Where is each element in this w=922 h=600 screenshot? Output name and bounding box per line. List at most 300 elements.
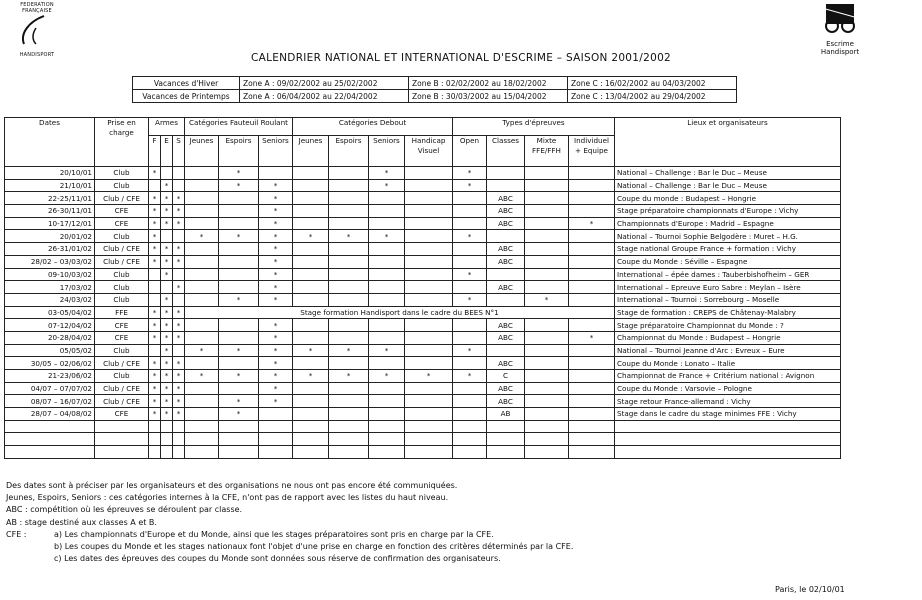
holiday-zone-c: Zone C : 16/02/2002 au 04/03/2002: [568, 77, 737, 90]
col-fauteuil-seniors: Seniors: [259, 136, 293, 167]
cell-mx: [525, 268, 569, 281]
logo-caption: Escrime Handisport: [820, 40, 860, 56]
cell-ds: [369, 331, 405, 344]
cell-e: *: [161, 179, 173, 192]
cell-e: *: [161, 268, 173, 281]
cell-dj: [293, 192, 329, 205]
cell-dj: [293, 243, 329, 256]
cell-de: [329, 167, 369, 180]
cell-fs: *: [259, 382, 293, 395]
cell-hv: [405, 344, 453, 357]
cell-fe: *: [219, 293, 259, 306]
cell-hv: [405, 167, 453, 180]
cell-date: 26-30/11/01: [5, 205, 95, 218]
cell-de: *: [329, 370, 369, 383]
col-lieux: Lieux et organisateurs: [615, 118, 841, 167]
cell-s: *: [173, 255, 185, 268]
cell-ds: [369, 382, 405, 395]
cell-prise: CFE: [95, 319, 149, 332]
cell-ie: [569, 255, 615, 268]
cell-dj: [293, 331, 329, 344]
holiday-zone-b: Zone B : 02/02/2002 au 18/02/2002: [409, 77, 568, 90]
col-debout-espoirs: Espoirs: [329, 136, 369, 167]
col-fauteuil-espoirs: Espoirs: [219, 136, 259, 167]
col-prise: Prise en charge: [95, 118, 149, 167]
header-row: [5, 118, 841, 136]
cell-cl: [487, 420, 525, 433]
cell-cl: ABC: [487, 255, 525, 268]
cell-dj: [293, 255, 329, 268]
cell-open: [453, 281, 487, 294]
col-debout-seniors: Seniors: [369, 136, 405, 167]
cell-fs: *: [259, 357, 293, 370]
cell-prise: Club / CFE: [95, 255, 149, 268]
cell-fj: [185, 192, 219, 205]
cell-e: *: [161, 319, 173, 332]
cell-dj: [293, 420, 329, 433]
cell-mx: [525, 205, 569, 218]
notes-block: [6, 480, 573, 565]
cell-fs: [259, 420, 293, 433]
cell-date: 03-05/04/02: [5, 306, 95, 319]
cell-fs: *: [259, 205, 293, 218]
cell-ds: [369, 357, 405, 370]
cell-open: *: [453, 230, 487, 243]
cell-prise: Club / CFE: [95, 395, 149, 408]
cell-fs: *: [259, 370, 293, 383]
cell-s: *: [173, 192, 185, 205]
cell-prise: [95, 446, 149, 459]
cell-fe: [219, 331, 259, 344]
cell-ie: [569, 395, 615, 408]
cell-open: [453, 446, 487, 459]
cell-hv: [405, 446, 453, 459]
cell-dj: *: [293, 230, 329, 243]
cell-date: 22-25/11/01: [5, 192, 95, 205]
cell-lieu: Stage national Groupe France + formation : Vichy: [615, 243, 841, 256]
holiday-zone-b: Zone B : 30/03/2002 au 15/04/2002: [409, 90, 568, 103]
cell-date: 10-17/12/01: [5, 217, 95, 230]
cell-ds: *: [369, 344, 405, 357]
cell-de: [329, 357, 369, 370]
cell-fj: [185, 293, 219, 306]
cfe-note-b: b) Les coupes du Monde et les stages nationaux font l'objet d'une prise en charge en fonction des critères déterminés par la CFE.: [54, 542, 574, 552]
cell-ds: [369, 433, 405, 446]
cell-de: [329, 408, 369, 421]
cell-cl: ABC: [487, 192, 525, 205]
cell-lieu: National – Challenge : Bar le Duc – Meuse: [615, 179, 841, 192]
cell-e: [161, 281, 173, 294]
cell-date: 21/10/01: [5, 179, 95, 192]
cell-fj: [185, 255, 219, 268]
cfe-note-a: a) Les championnats d'Europe et du Monde, ainsi que les stages préparatoires sont pris en charge par la CFE.: [54, 529, 494, 539]
cell-open: *: [453, 167, 487, 180]
cell-dj: [293, 395, 329, 408]
cell-prise: Club: [95, 344, 149, 357]
cell-fj: [185, 179, 219, 192]
cell-dj: [293, 217, 329, 230]
cell-fe: *: [219, 344, 259, 357]
cell-open: [453, 408, 487, 421]
col-debout: Catégories Debout: [293, 118, 453, 136]
cell-hv: *: [405, 370, 453, 383]
cell-ds: [369, 217, 405, 230]
cell-f: *: [149, 217, 161, 230]
cell-s: *: [173, 395, 185, 408]
cell-f: *: [149, 243, 161, 256]
cell-date: 20-28/04/02: [5, 331, 95, 344]
cell-fj: *: [185, 230, 219, 243]
cell-f: [149, 420, 161, 433]
cell-date: 09-10/03/02: [5, 268, 95, 281]
cell-fe: *: [219, 167, 259, 180]
table-row: [5, 255, 841, 268]
cell-s: [173, 179, 185, 192]
cell-dj: [293, 167, 329, 180]
cell-de: *: [329, 230, 369, 243]
cell-s: *: [173, 357, 185, 370]
cell-fe: [219, 255, 259, 268]
cell-hv: [405, 281, 453, 294]
cell-hv: [405, 243, 453, 256]
cell-de: [329, 192, 369, 205]
cell-f: *: [149, 357, 161, 370]
cell-de: [329, 395, 369, 408]
cell-s: *: [173, 319, 185, 332]
cell-lieu: Stage dans le cadre du stage minimes FFE : Vichy: [615, 408, 841, 421]
cell-cl: [487, 268, 525, 281]
table-row: [5, 179, 841, 192]
cell-lieu: [615, 420, 841, 433]
table-row: [5, 281, 841, 294]
cell-f: [149, 293, 161, 306]
cell-hv: [405, 357, 453, 370]
cell-e: *: [161, 243, 173, 256]
cell-date: [5, 433, 95, 446]
col-classes: Classes: [487, 136, 525, 167]
table-row: [5, 433, 841, 446]
col-e: E: [161, 136, 173, 167]
cell-prise: Club / CFE: [95, 357, 149, 370]
cell-open: *: [453, 344, 487, 357]
cell-e: *: [161, 293, 173, 306]
cell-fe: [219, 357, 259, 370]
cell-lieu: International – Epreuve Euro Sabre : Meylan – Isère: [615, 281, 841, 294]
cell-fj: [185, 433, 219, 446]
cell-fe: *: [219, 408, 259, 421]
cell-s: [173, 420, 185, 433]
cell-date: [5, 446, 95, 459]
cell-hv: [405, 192, 453, 205]
cell-fj: [185, 395, 219, 408]
cell-cl: ABC: [487, 395, 525, 408]
cell-open: [453, 255, 487, 268]
cell-de: [329, 268, 369, 281]
table-row: [5, 306, 841, 319]
holiday-label: Vacances d'Hiver: [133, 77, 240, 90]
cell-prise: Club / CFE: [95, 243, 149, 256]
cell-mx: [525, 243, 569, 256]
cell-mx: [525, 331, 569, 344]
cell-fs: *: [259, 179, 293, 192]
cell-prise: CFE: [95, 205, 149, 218]
cell-de: [329, 179, 369, 192]
cell-ie: [569, 370, 615, 383]
cell-date: [5, 420, 95, 433]
cell-f: *: [149, 230, 161, 243]
cell-f: [149, 268, 161, 281]
cell-ie: [569, 344, 615, 357]
cell-fe: [219, 217, 259, 230]
cell-f: *: [149, 319, 161, 332]
cell-dj: [293, 205, 329, 218]
cell-ie: [569, 408, 615, 421]
cell-fe: *: [219, 370, 259, 383]
page-title: CALENDRIER NATIONAL ET INTERNATIONAL D'ESCRIME – SAISON 2001/2002: [250, 52, 672, 64]
cell-s: [173, 293, 185, 306]
cell-hv: [405, 408, 453, 421]
cell-hv: [405, 230, 453, 243]
cell-e: [161, 167, 173, 180]
cell-fe: [219, 205, 259, 218]
cell-ds: [369, 281, 405, 294]
cell-ie: [569, 167, 615, 180]
cell-date: 17/03/02: [5, 281, 95, 294]
cell-s: *: [173, 205, 185, 218]
cell-lieu: [615, 446, 841, 459]
cell-date: 24/03/02: [5, 293, 95, 306]
cell-dj: [293, 268, 329, 281]
cell-fj: [185, 382, 219, 395]
cell-de: [329, 319, 369, 332]
swoosh-icon: [14, 14, 60, 48]
cell-lieu: Coupe du monde : Budapest – Hongrie: [615, 192, 841, 205]
cell-fs: *: [259, 192, 293, 205]
cell-mx: [525, 230, 569, 243]
table-row: [5, 230, 841, 243]
cell-f: [149, 344, 161, 357]
cell-fe: [219, 319, 259, 332]
cell-ie: [569, 433, 615, 446]
cell-s: [173, 268, 185, 281]
logo-text-bottom: HANDISPORT: [19, 52, 55, 58]
cell-e: *: [161, 408, 173, 421]
cell-s: *: [173, 408, 185, 421]
cell-e: *: [161, 395, 173, 408]
cell-f: *: [149, 255, 161, 268]
cell-ie: *: [569, 217, 615, 230]
cell-e: *: [161, 255, 173, 268]
col-armes: Armes: [149, 118, 185, 136]
cell-s: [173, 446, 185, 459]
cell-mx: [525, 192, 569, 205]
cell-dj: [293, 179, 329, 192]
table-row: [5, 331, 841, 344]
cell-fj: [185, 446, 219, 459]
cell-cl: ABC: [487, 281, 525, 294]
cell-lieu: Championnat du Monde : Budapest – Hongrie: [615, 331, 841, 344]
cell-prise: Club / CFE: [95, 382, 149, 395]
cell-ie: [569, 205, 615, 218]
cell-prise: Club: [95, 293, 149, 306]
cell-de: [329, 293, 369, 306]
cell-cl: [487, 230, 525, 243]
cell-fj: [185, 357, 219, 370]
cell-fs: *: [259, 331, 293, 344]
table-row: [5, 408, 841, 421]
fencing-wheelchair-icon: [820, 2, 860, 38]
cell-fe: [219, 420, 259, 433]
cell-ie: [569, 192, 615, 205]
cell-fe: [219, 192, 259, 205]
cell-dj: *: [293, 344, 329, 357]
table-row: [5, 268, 841, 281]
cell-hv: [405, 255, 453, 268]
cell-hv: [405, 382, 453, 395]
cell-fe: [219, 382, 259, 395]
cell-open: [453, 331, 487, 344]
cell-date: 28/07 – 04/08/02: [5, 408, 95, 421]
cell-ds: [369, 205, 405, 218]
cell-hv: [405, 319, 453, 332]
cell-fs: [259, 433, 293, 446]
cell-f: *: [149, 192, 161, 205]
cell-de: [329, 255, 369, 268]
cell-e: *: [161, 357, 173, 370]
cell-f: [149, 446, 161, 459]
col-s: S: [173, 136, 185, 167]
cell-mx: [525, 446, 569, 459]
cell-de: [329, 331, 369, 344]
cell-open: [453, 205, 487, 218]
cell-open: [453, 192, 487, 205]
cell-cl: ABC: [487, 217, 525, 230]
cell-hv: [405, 331, 453, 344]
cell-date: 28/02 – 03/03/02: [5, 255, 95, 268]
cell-date: 30/05 – 02/06/02: [5, 357, 95, 370]
col-debout-jeunes: Jeunes: [293, 136, 329, 167]
col-dates: Dates: [5, 118, 95, 167]
cell-open: [453, 420, 487, 433]
cell-ie: [569, 179, 615, 192]
cell-e: [161, 446, 173, 459]
col-open: Open: [453, 136, 487, 167]
cell-prise: Club: [95, 230, 149, 243]
table-row: [5, 293, 841, 306]
holiday-zone-a: Zone A : 09/02/2002 au 25/02/2002: [240, 77, 409, 90]
logo-text-line1: FEDERATION: [20, 2, 54, 8]
cell-fs: *: [259, 293, 293, 306]
holiday-zone-a: Zone A : 06/04/2002 au 22/04/2002: [240, 90, 409, 103]
col-f: F: [149, 136, 161, 167]
cell-cl: [487, 446, 525, 459]
cell-prise: Club: [95, 370, 149, 383]
cell-f: *: [149, 382, 161, 395]
cell-s: *: [173, 370, 185, 383]
cell-fs: *: [259, 319, 293, 332]
cell-open: [453, 357, 487, 370]
cell-fs: [259, 408, 293, 421]
cell-open: *: [453, 370, 487, 383]
cell-e: [161, 420, 173, 433]
cell-ds: [369, 420, 405, 433]
table-row: [5, 395, 841, 408]
cell-dj: *: [293, 370, 329, 383]
cell-cl: ABC: [487, 319, 525, 332]
cell-prise: CFE: [95, 217, 149, 230]
cell-fe: [219, 268, 259, 281]
cell-fj: [185, 205, 219, 218]
cell-stage-note: Stage formation Handisport dans le cadre du BEES N°1: [185, 306, 615, 319]
cell-hv: [405, 268, 453, 281]
cell-mx: [525, 319, 569, 332]
cell-ds: *: [369, 230, 405, 243]
cell-date: 07-12/04/02: [5, 319, 95, 332]
cell-lieu: International – Tournoi : Sorrebourg – Moselle: [615, 293, 841, 306]
cell-fe: *: [219, 230, 259, 243]
cell-fe: [219, 243, 259, 256]
cell-dj: [293, 446, 329, 459]
cell-lieu: International – épée dames : Tauberbishofheim – GER: [615, 268, 841, 281]
cell-hv: [405, 205, 453, 218]
cell-ds: [369, 192, 405, 205]
col-types: Types d'épreuves: [453, 118, 615, 136]
cell-s: [173, 344, 185, 357]
cell-fe: [219, 446, 259, 459]
cell-open: *: [453, 179, 487, 192]
cell-ie: [569, 420, 615, 433]
cell-prise: Club: [95, 179, 149, 192]
cell-de: [329, 382, 369, 395]
cell-cl: ABC: [487, 357, 525, 370]
cell-lieu: National – Tournoi Jeanne d'Arc : Evreux – Eure: [615, 344, 841, 357]
cell-f: [149, 433, 161, 446]
col-handicap-visuel: Handicap Visuel: [405, 136, 453, 167]
cell-s: [173, 433, 185, 446]
cell-hv: [405, 179, 453, 192]
cell-cl: C: [487, 370, 525, 383]
cell-fj: [185, 167, 219, 180]
cell-mx: *: [525, 293, 569, 306]
cell-dj: [293, 293, 329, 306]
cell-date: 26-31/01/02: [5, 243, 95, 256]
escrime-logo: [810, 2, 870, 56]
cell-cl: ABC: [487, 331, 525, 344]
cell-s: *: [173, 243, 185, 256]
col-fauteuil: Catégories Fauteuil Roulant: [185, 118, 293, 136]
cell-lieu: National – Challenge : Bar le Duc – Meuse: [615, 167, 841, 180]
cell-ie: [569, 446, 615, 459]
cell-ds: [369, 395, 405, 408]
note-line: ABC : compétition où les épreuves se déroulent par classe.: [6, 505, 243, 515]
table-row: [5, 357, 841, 370]
cell-open: [453, 217, 487, 230]
cell-f: *: [149, 395, 161, 408]
cell-fs: *: [259, 255, 293, 268]
cell-open: [453, 395, 487, 408]
cell-cl: [487, 433, 525, 446]
cell-lieu: Championnats d'Europe : Madrid – Espagne: [615, 217, 841, 230]
cell-f: [149, 281, 161, 294]
cell-lieu: [615, 433, 841, 446]
note-line: Jeunes, Espoirs, Seniors : ces catégories internes à la CFE, n'ont pas de rapport avec les listes du haut niveau.: [6, 493, 449, 503]
cell-dj: [293, 382, 329, 395]
table-row: [5, 192, 841, 205]
cell-e: *: [161, 370, 173, 383]
cell-f: *: [149, 167, 161, 180]
cell-ie: [569, 293, 615, 306]
cell-de: [329, 446, 369, 459]
